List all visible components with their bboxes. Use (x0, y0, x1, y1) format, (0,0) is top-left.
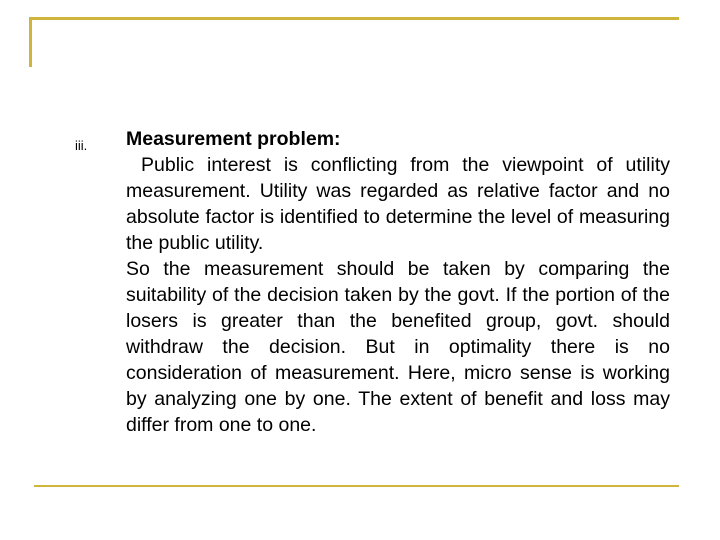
paragraph-1: Public interest is conflicting from the viewpoint of utility measurement. Utility was regarded as relative factor and no absolute factor is identified to determine the level of measuring the public utility. (126, 154, 670, 254)
left-frame-line (29, 17, 32, 67)
list-marker: iii. (75, 138, 88, 153)
section-heading: Measurement problem: (126, 128, 341, 150)
paragraph-2: So the measurement should be taken by comparing the suitability of the decision taken by the govt. If the portion of the losers is greater than the benefited group, govt. should withdraw the decision. But in optimality there is no consideration of measurement. Here, micro sense is working by analyzing one by one. The extent of benefit and loss may differ from one to one. (126, 258, 670, 436)
content-block (126, 126, 670, 438)
top-frame-line (29, 17, 679, 20)
bottom-divider-line (34, 485, 679, 487)
